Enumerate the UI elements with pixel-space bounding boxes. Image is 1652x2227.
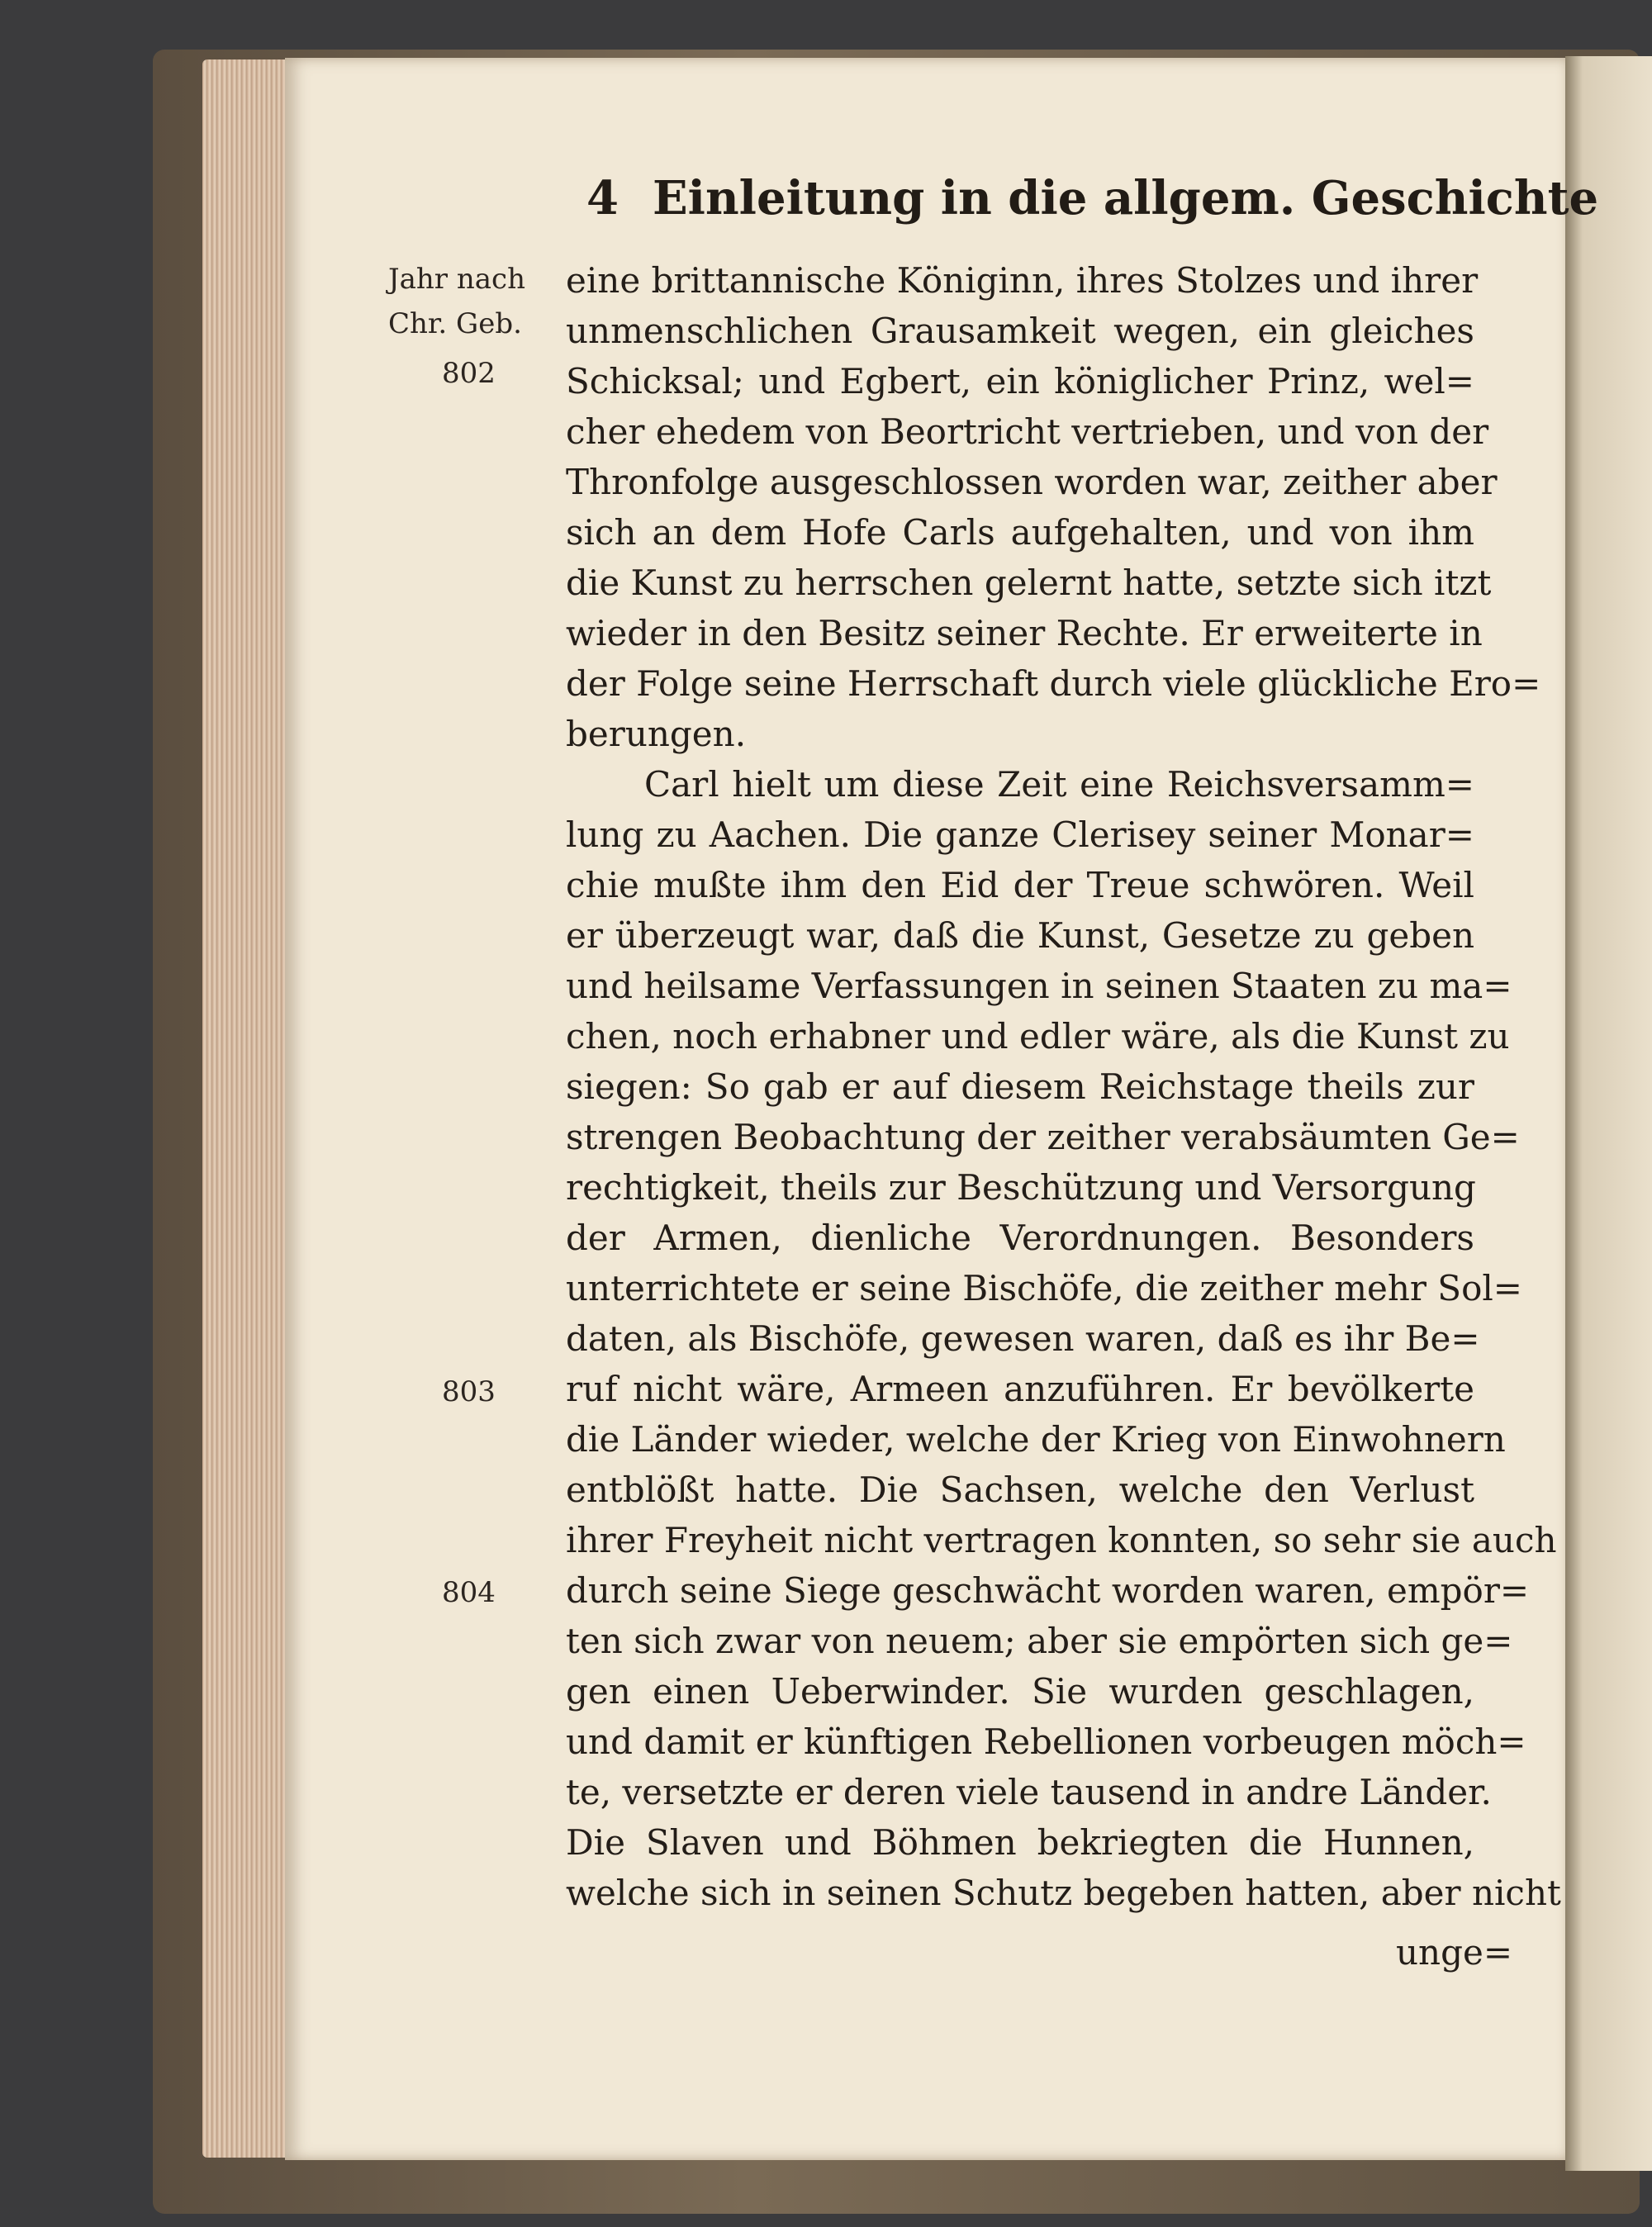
text-line: er überzeugt war, daß die Kunst, Gesetze zu geben bbox=[566, 915, 1474, 956]
text-line: berungen. bbox=[566, 714, 747, 754]
margin-year-802: 802 bbox=[442, 357, 496, 390]
text-line: rechtigkeit, theils zur Beschützung und Versorgung bbox=[566, 1167, 1476, 1208]
margin-year-804: 804 bbox=[442, 1576, 496, 1609]
text-line: der Armen, dienliche Verordnungen. Besonders bbox=[566, 1218, 1474, 1258]
margin-heading-line2: Chr. Geb. bbox=[388, 307, 522, 340]
text-line: Die Slaven und Böhmen bekriegten die Hunnen, bbox=[566, 1822, 1474, 1863]
text-line: Schicksal; und Egbert, ein königlicher Prinz, wel= bbox=[566, 361, 1474, 401]
text-line: chie mußte ihm den Eid der Treue schwören. Weil bbox=[566, 865, 1474, 905]
page-number: 4 bbox=[586, 171, 619, 226]
text-line: ihrer Freyheit nicht vertragen konnten, so sehr sie auch bbox=[566, 1520, 1557, 1560]
text-line: die Länder wieder, welche der Krieg von Einwohnern bbox=[566, 1419, 1506, 1460]
text-line: wieder in den Besitz seiner Rechte. Er erweiterte in bbox=[566, 613, 1483, 653]
text-line: daten, als Bischöfe, gewesen waren, daß es ihr Be= bbox=[566, 1318, 1480, 1359]
text-line: ruf nicht wäre, Armeen anzuführen. Er bevölkerte bbox=[566, 1369, 1474, 1409]
text-line: cher ehedem von Beortricht vertrieben, und von der bbox=[566, 411, 1489, 452]
margin-heading-line1: Jahr nach bbox=[388, 263, 525, 296]
text-line: strengen Beobachtung der zeither verabsäumten Ge= bbox=[566, 1117, 1520, 1157]
page-title: Einleitung in die allgem. Geschichte bbox=[653, 171, 1599, 226]
text-line: Thronfolge ausgeschlossen worden war, zeither aber bbox=[566, 462, 1498, 502]
text-line: chen, noch erhabner und edler wäre, als die Kunst zu bbox=[566, 1016, 1510, 1057]
text-line: siegen: So gab er auf diesem Reichstage theils zur bbox=[566, 1066, 1474, 1107]
text-line: gen einen Ueberwinder. Sie wurden geschlagen, bbox=[566, 1671, 1474, 1712]
text-line: unterrichtete er seine Bischöfe, die zeither mehr Sol= bbox=[566, 1268, 1522, 1308]
running-head bbox=[586, 165, 1599, 231]
text-line: entblößt hatte. Die Sachsen, welche den Verlust bbox=[566, 1470, 1474, 1510]
text-line: der Folge seine Herrschaft durch viele glückliche Ero= bbox=[566, 663, 1541, 704]
margin-year-803: 803 bbox=[442, 1375, 496, 1408]
facing-page-edge bbox=[1565, 56, 1652, 2171]
text-line: sich an dem Hofe Carls aufgehalten, und von ihm bbox=[566, 512, 1474, 553]
text-line: und heilsame Verfassungen in seinen Staaten zu ma= bbox=[566, 966, 1512, 1006]
text-line: lung zu Aachen. Die ganze Clerisey seiner Monar= bbox=[566, 814, 1474, 855]
text-line: und damit er künftigen Rebellionen vorbeugen möch= bbox=[566, 1721, 1526, 1762]
text-line: unmenschlichen Grausamkeit wegen, ein gleiches bbox=[566, 311, 1474, 351]
text-line: Carl hielt um diese Zeit eine Reichsversamm= bbox=[644, 764, 1474, 805]
text-line: eine brittannische Königinn, ihres Stolzes und ihrer bbox=[566, 260, 1479, 301]
text-line: durch seine Siege geschwächt worden waren, empör= bbox=[566, 1570, 1530, 1611]
catchword: unge= bbox=[1396, 1932, 1513, 1973]
text-line: die Kunst zu herrschen gelernt hatte, setzte sich itzt bbox=[566, 563, 1492, 603]
text-line: te, versetzte er deren viele tausend in andre Länder. bbox=[566, 1772, 1492, 1812]
text-line: ten sich zwar von neuem; aber sie empörten sich ge= bbox=[566, 1621, 1513, 1661]
text-line: welche sich in seinen Schutz begeben hatten, aber nicht bbox=[566, 1873, 1561, 1913]
